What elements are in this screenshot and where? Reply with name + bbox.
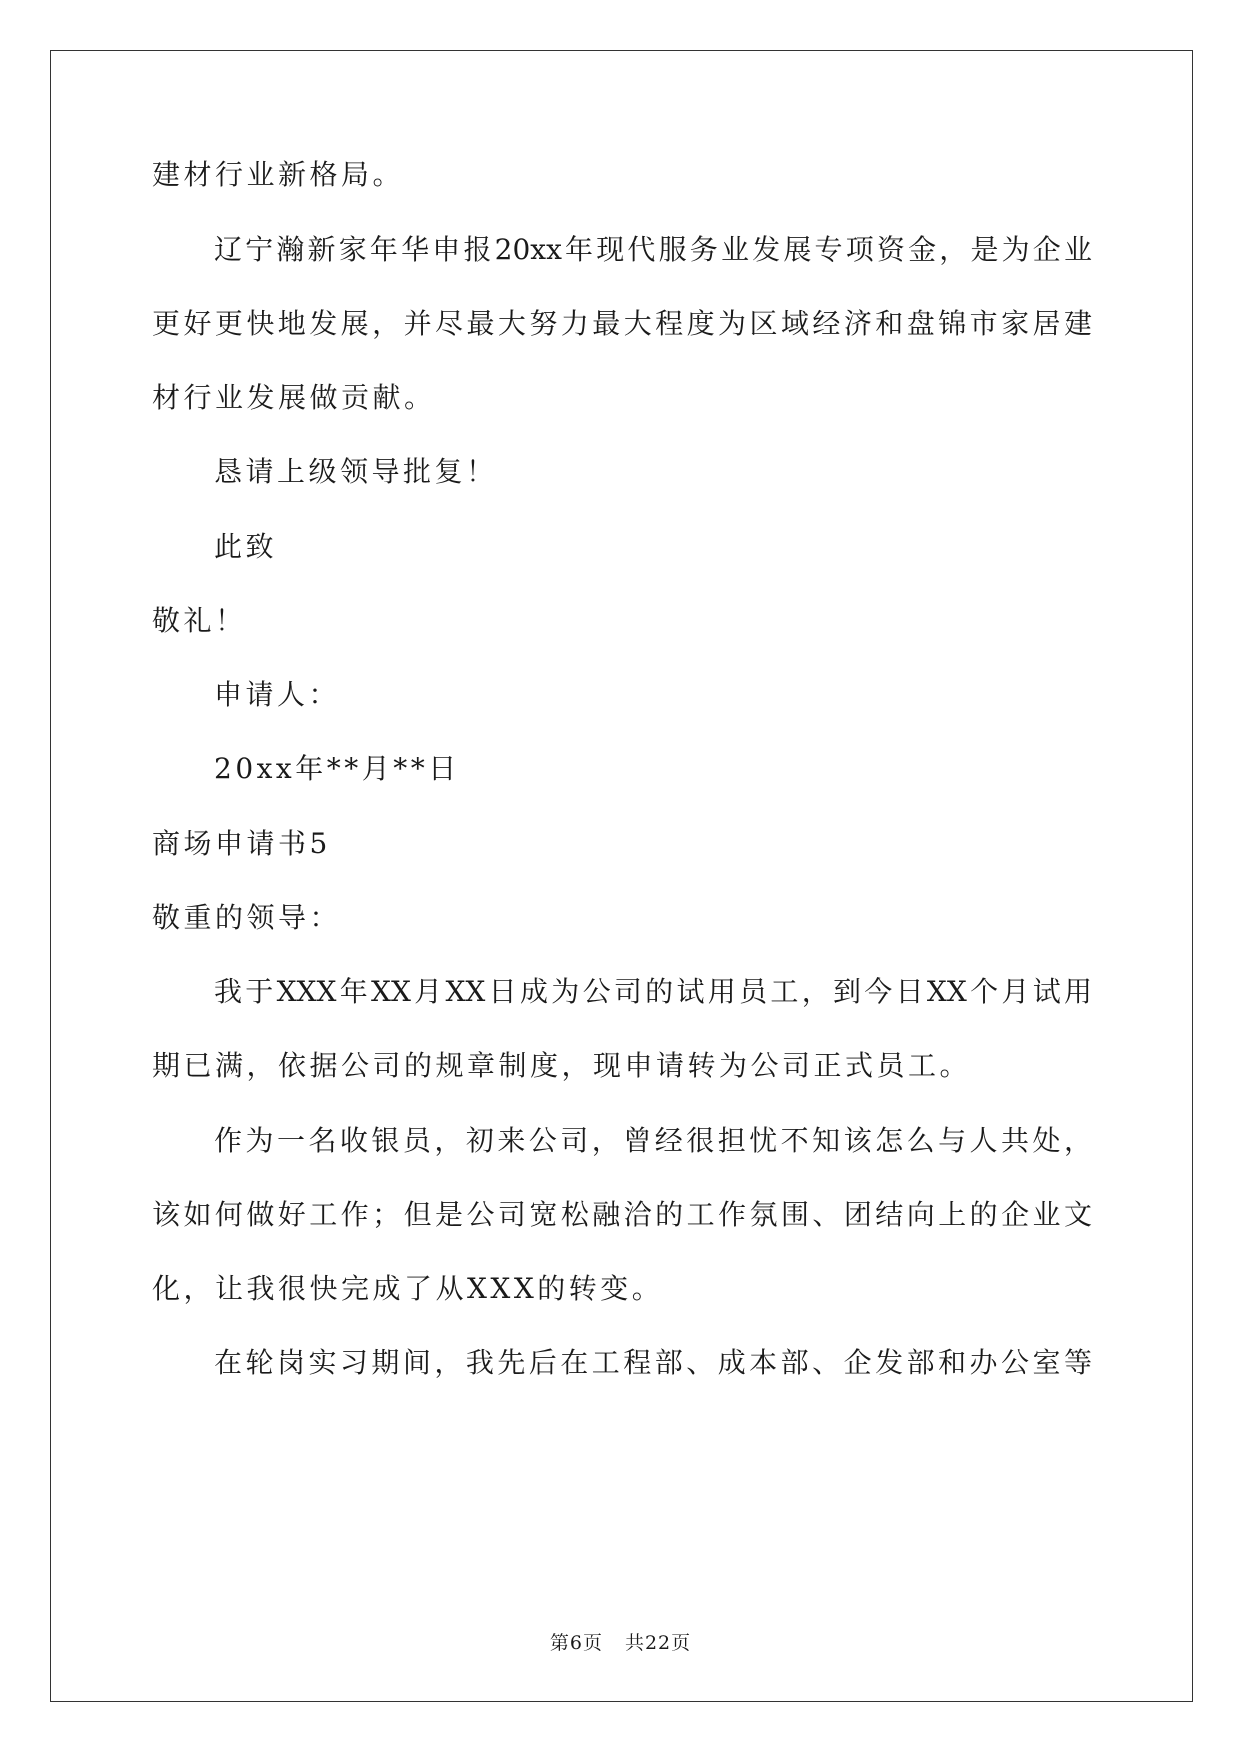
- text-line: 在轮岗实习期间，我先后在工程部、成本部、企发部和办公室等: [214, 1346, 1092, 1379]
- text-line: 期已满，依据公司的规章制度，现申请转为公司正式员工。: [152, 1049, 972, 1082]
- text-line: 作为一名收银员，初来公司，曾经很担忧不知该怎么与人共处，: [214, 1124, 1092, 1157]
- text-line: 此致: [214, 530, 278, 563]
- text-line: 辽宁瀚新家年华申报20xx年现代服务业发展专项资金，是为企业: [214, 233, 1092, 266]
- section-heading: 商场申请书5: [152, 827, 331, 860]
- text-line: 敬礼！: [152, 604, 247, 637]
- salutation: 敬重的领导：: [152, 901, 342, 934]
- text-line: 化，让我很快完成了从XXX的转变。: [152, 1272, 664, 1305]
- text-line: 申请人：: [214, 678, 341, 711]
- text-line: 我于XXX年XX月XX日成为公司的试用员工，到今日XX个月试用: [214, 975, 1092, 1008]
- page-total: 共22页: [624, 1632, 692, 1654]
- page-border: [50, 50, 1193, 1702]
- text-line: 恳请上级领导批复！: [214, 455, 498, 488]
- text-line: 更好更快地发展，并尽最大努力最大程度为区域经济和盘锦市家居建: [152, 307, 1092, 340]
- page-footer: [0, 1631, 1241, 1655]
- text-line: 建材行业新格局。: [152, 158, 405, 191]
- page-number: 第6页: [549, 1632, 603, 1654]
- text-line: 该如何做好工作；但是公司宽松融洽的工作氛围、团结向上的企业文: [152, 1198, 1092, 1231]
- text-line: 20xx年**月**日: [214, 752, 460, 785]
- text-line: 材行业发展做贡献。: [152, 381, 436, 414]
